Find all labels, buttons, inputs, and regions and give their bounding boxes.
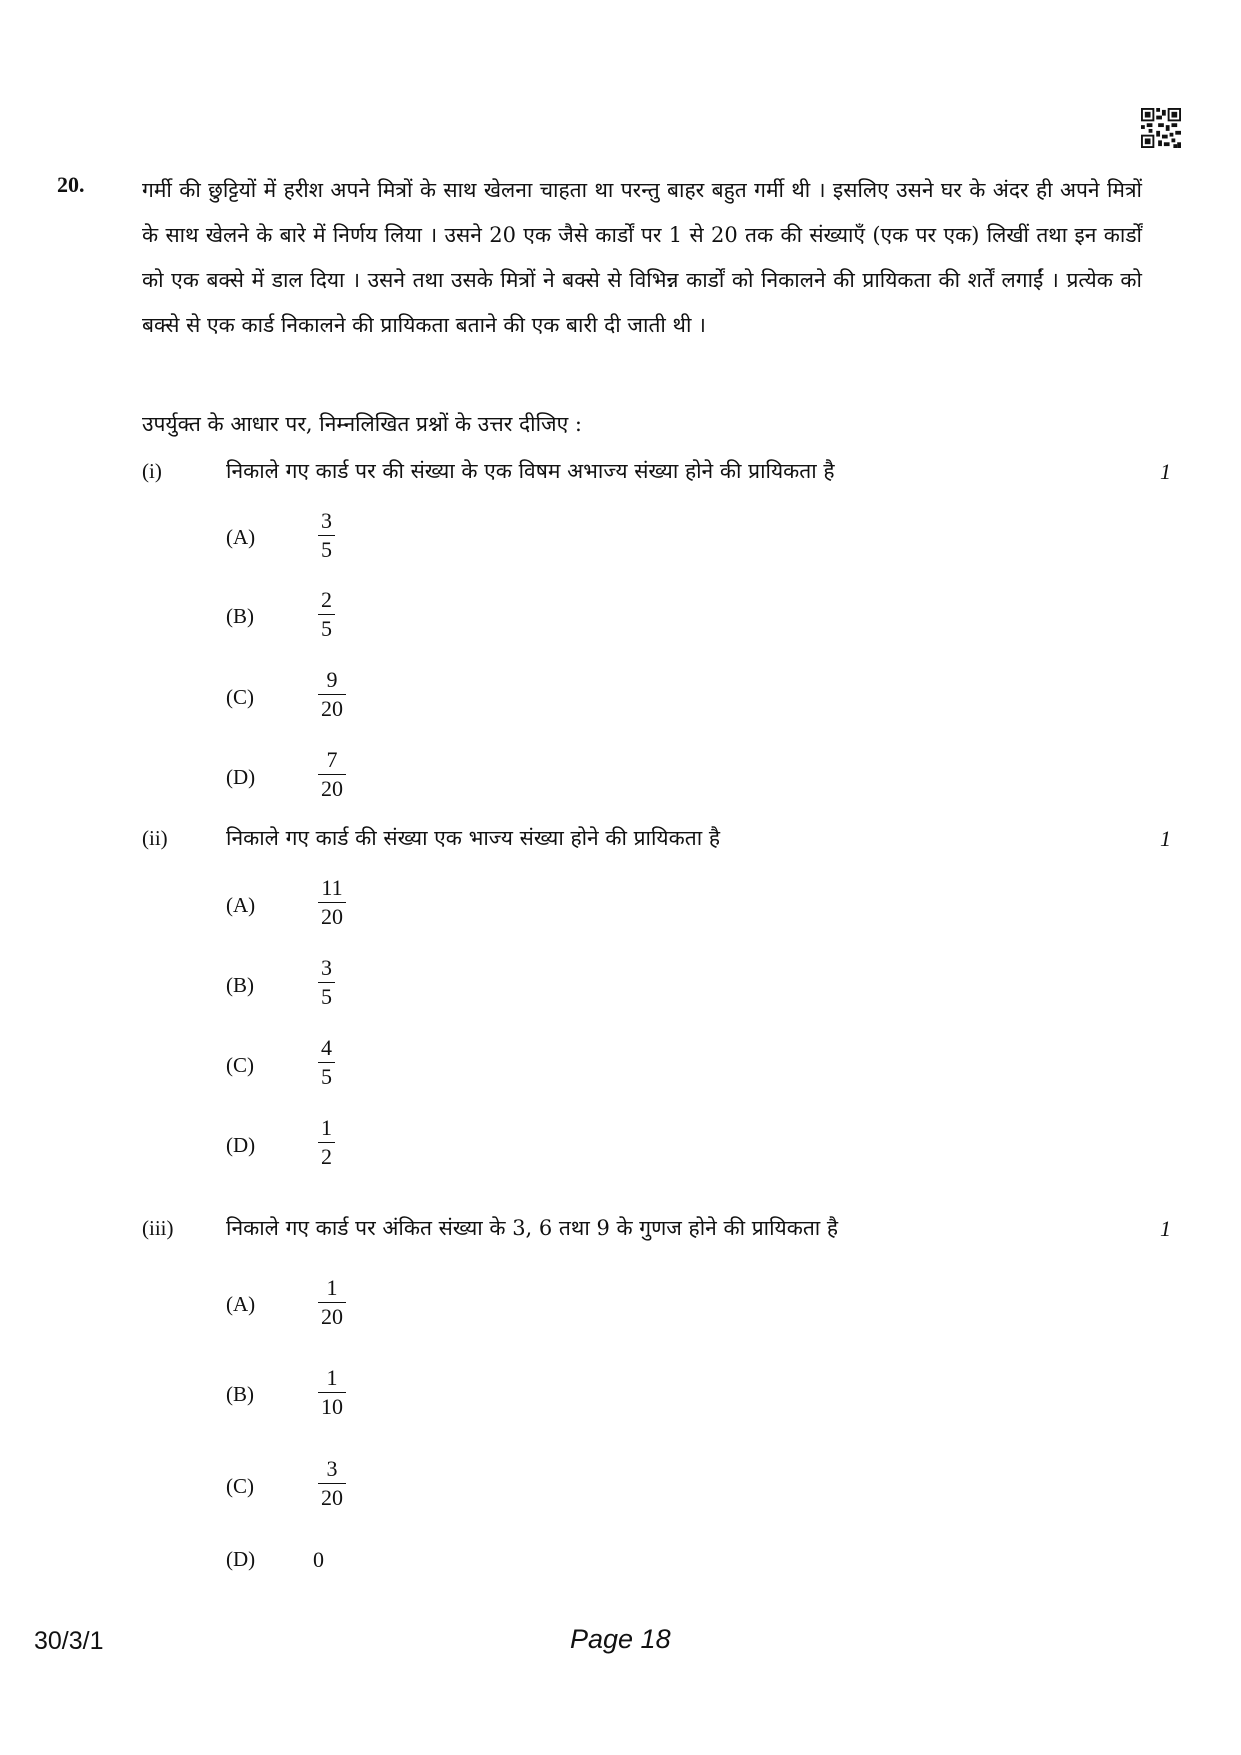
qr-code-icon: [1141, 108, 1181, 148]
option-fraction: 1 20: [318, 1274, 346, 1331]
subquestion-label: (i): [142, 459, 162, 483]
option-label: (A): [226, 893, 256, 917]
question-number: 20.: [57, 172, 85, 197]
option-label: (A): [226, 1292, 256, 1316]
question-paragraph: गर्मी की छुट्टियों में हरीश अपने मित्रों के साथ खेलना चाहता था परन्तु बाहर बहुत गर्मी थी । इसलिए उसने घर के अंदर ही अपने मित्रों के साथ खेलने के बारे में निर्णय लिया । उसने 20 एक जैसे कार्डों पर 1 से 20 तक की संख्याएँ (एक पर एक) लिखीं तथा इन कार्डों को एक बक्से में डाल दिया । उसने तथा उसके मित्रों ने बक्से से विभिन्न कार्डों को निकालने की प्रायिकता की शर्तें लगाईं । प्रत्येक को बक्से से एक कार्ड निकालने की प्रायिकता बताने की एक बारी दी जाती थी ।: [142, 178, 1142, 337]
marks-label: 1: [1160, 826, 1171, 851]
option-value: 0: [313, 1547, 324, 1572]
option-label: (B): [226, 1382, 254, 1406]
subquestion-text: निकाले गए कार्ड पर की संख्या के एक विषम अभाज्य संख्या होने की प्रायिकता है: [226, 459, 835, 483]
option-fraction: 3 5: [318, 507, 335, 564]
option-fraction: 7 20: [318, 746, 346, 803]
option-fraction: 4 5: [318, 1034, 335, 1091]
subquestion-text: निकाले गए कार्ड की संख्या एक भाज्य संख्या होने की प्रायिकता है: [226, 826, 720, 850]
subquestion-label: (ii): [142, 826, 168, 850]
paper-code: 30/3/1: [34, 1627, 104, 1655]
marks-label: 1: [1160, 459, 1171, 484]
option-label: (D): [226, 1547, 256, 1571]
option-label: (B): [226, 973, 254, 997]
question-intro: उपर्युक्त के आधार पर, निम्नलिखित प्रश्नों के उत्तर दीजिए :: [142, 412, 583, 436]
option-label: (C): [226, 1474, 254, 1498]
option-fraction: 1 2: [318, 1114, 335, 1171]
option-fraction: 1 10: [318, 1364, 346, 1421]
option-fraction: 3 5: [318, 954, 335, 1011]
option-fraction: 3 20: [318, 1455, 346, 1512]
option-fraction: 2 5: [318, 586, 335, 643]
option-label: (D): [226, 1133, 256, 1157]
option-label: (A): [226, 525, 256, 549]
subquestion-label: (iii): [142, 1216, 174, 1240]
subquestion-text: निकाले गए कार्ड पर अंकित संख्या के 3, 6 तथा 9 के गुणज होने की प्रायिकता है: [226, 1216, 839, 1240]
page-number: Page 18: [570, 1624, 671, 1654]
option-fraction: 11 20: [318, 874, 346, 931]
option-label: (B): [226, 604, 254, 628]
option-label: (D): [226, 765, 256, 789]
option-label: (C): [226, 1053, 254, 1077]
option-label: (C): [226, 685, 254, 709]
marks-label: 1: [1160, 1216, 1171, 1241]
option-fraction: 9 20: [318, 666, 346, 723]
